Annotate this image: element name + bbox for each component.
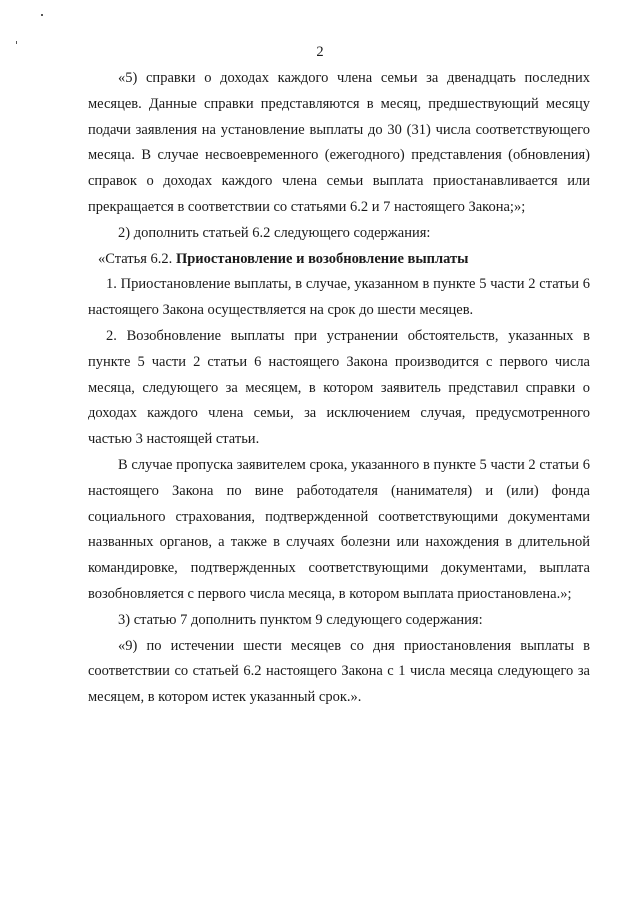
- article-heading-title: Приостановление и возобновление выплаты: [175, 250, 469, 267]
- article-heading: [88, 247, 590, 273]
- paragraph-item-5: «5) справки о доходах каждого члена семьи за двенадцать последних месяцев. Данные справки представляются в месяц, предшествующий месяцу подачи заявления на установление выплаты до 30 (31) числа соответствующего месяца. В случае несвоевременного (ежегодного) представления (обновления) справок о доходах каждого члена семьи выплата приостанавливается или прекращается в соответствии со статьями 6.2 и 7 настоящего Закона;»;: [88, 70, 590, 215]
- paragraph-article-part-3: В случае пропуска заявителем срока, указанного в пункте 5 части 2 статьи 6 настоящего Закона по вине работодателя (нанимателя) и (или) фонда социального страхования, подтвержденной соответствующими документами названных органов, а также в случаях болезни или нахождения в длительной командировке, подтвержденных соответствующими документами, выплата возобновляется с первого числа месяца, в котором выплата приостановлена.»;: [88, 456, 590, 602]
- paragraph-amendment-2: 2) дополнить статьей 6.2 следующего содержания:: [118, 224, 431, 241]
- page-number: 2: [316, 44, 324, 60]
- article-heading-prefix: «Статья 6.2.: [98, 250, 176, 267]
- document-body: [88, 66, 590, 711]
- paragraph-amendment-3: 3) статью 7 дополнить пунктом 9 следующего содержания:: [118, 611, 483, 628]
- paragraph-article-part-1: 1. Приостановление выплаты, в случае, указанном в пункте 5 части 2 статьи 6 настоящего Закона осуществляется на срок до шести месяцев.: [88, 276, 590, 319]
- scan-speck: [41, 14, 43, 16]
- paragraph-article-part-2: 2. Возобновление выплаты при устранении обстоятельств, указанных в пункте 5 части 2 статьи 6 настоящего Закона производится с первого числа месяца, следующего за месяцем, в котором заявитель представил справки о доходах каждого члена семьи, за исключением случая, предусмотренного частью 3 настоящей статьи.: [88, 327, 590, 448]
- paragraph-item-9: «9) по истечении шести месяцев со дня приостановления выплаты в соответствии со статьей 6.2 настоящего Закона с 1 числа месяца следующего за месяцем, в котором истек указанный срок.».: [88, 637, 590, 706]
